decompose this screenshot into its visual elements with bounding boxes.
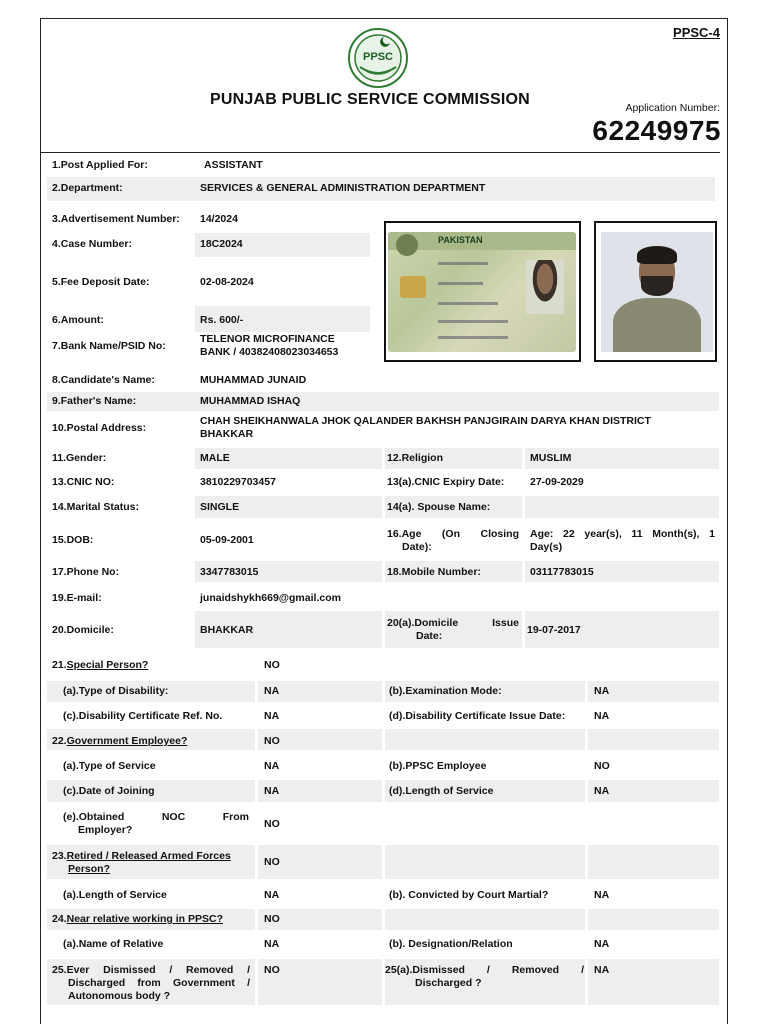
- exam-mode-label: (b).Examination Mode:: [389, 685, 502, 697]
- amount-label: 6.Amount:: [52, 314, 104, 326]
- ppsc-logo: [346, 27, 410, 89]
- service-length-label: (d).Length of Service: [389, 785, 494, 797]
- gender-value: MALE: [200, 452, 230, 464]
- service-type-label: (a).Type of Service: [63, 760, 156, 772]
- mobile-value: 03117783015: [530, 566, 594, 578]
- domicile-value: BHAKKAR: [200, 624, 254, 636]
- disability-cert-label: (c).Disability Certificate Ref. No.: [63, 710, 223, 722]
- relative-name-label: (a).Name of Relative: [63, 938, 164, 950]
- domicile-issue-label-line1: 20(a).Domicile Issue: [387, 617, 519, 629]
- domicile-label: 20.Domicile:: [52, 624, 114, 636]
- relative-name-value: NA: [264, 938, 280, 950]
- armed-forces-heading-line1: 23.Retired / Released Armed Forces: [52, 850, 231, 862]
- service-type-value: NA: [264, 760, 280, 772]
- service-length-value: NA: [594, 785, 610, 797]
- post-label: 1.Post Applied For:: [52, 159, 148, 171]
- mobile-label: 18.Mobile Number:: [387, 566, 481, 578]
- cnic-label: 13.CNIC NO:: [52, 476, 115, 488]
- special-person-heading: 21.Special Person?: [52, 659, 149, 671]
- dismissed-a-label-line1: 25(a).Dismissed / Removed /: [385, 964, 584, 976]
- age-value-line2: Day(s): [530, 541, 563, 553]
- joining-date-label: (c).Date of Joining: [63, 785, 155, 797]
- advertisement-label: 3.Advertisement Number:: [52, 213, 180, 225]
- amount-value: Rs. 600/-: [200, 314, 244, 326]
- cnic-value: 3810229703457: [200, 476, 276, 488]
- dismissed-a-label-line2: Discharged ?: [415, 977, 482, 989]
- gender-label: 11.Gender:: [52, 452, 107, 464]
- candidate-name-value: MUHAMMAD JUNAID: [200, 374, 307, 386]
- joining-date-value: NA: [264, 785, 280, 797]
- cnic-expiry-value: 27-09-2029: [530, 476, 584, 488]
- row-band: [195, 448, 719, 469]
- dismissed-label-line1: 25.Ever Dismissed / Removed /: [52, 964, 250, 976]
- court-martial-value: NA: [594, 889, 610, 901]
- disability-cert-value: NA: [264, 710, 280, 722]
- column-gap: [382, 681, 385, 1005]
- noc-value: NO: [264, 818, 280, 830]
- armed-service-length-value: NA: [264, 889, 280, 901]
- bank-value-line1: TELENOR MICROFINANCE: [200, 333, 335, 345]
- religion-value: MUSLIM: [530, 452, 572, 464]
- father-name-label: 9.Father's Name:: [52, 395, 137, 407]
- relative-heading: 24.Near relative working in PPSC?: [52, 913, 223, 925]
- department-value: SERVICES & GENERAL ADMINISTRATION DEPARTMENT: [200, 182, 486, 194]
- cnic-expiry-label: 13(a).CNIC Expiry Date:: [387, 476, 505, 488]
- domicile-issue-label-line2: Date:: [416, 630, 443, 642]
- candidate-photo: [601, 232, 713, 352]
- bank-value-line2: BANK / 40382408023034653: [200, 346, 339, 358]
- dismissed-label-line2: Discharged from Government /: [68, 977, 250, 989]
- application-number-label: Application Number:: [625, 102, 720, 114]
- dob-label: 15.DOB:: [52, 534, 94, 546]
- religion-label: 12.Religion: [387, 452, 444, 464]
- special-person-value: NO: [264, 659, 280, 671]
- row-band: [47, 392, 719, 411]
- header-divider: [40, 152, 720, 153]
- column-gap: [522, 448, 525, 648]
- department-label: 2.Department:: [52, 182, 123, 194]
- dob-value: 05-09-2001: [200, 534, 254, 546]
- government-employee-value: NO: [264, 735, 280, 747]
- relative-value: NO: [264, 913, 280, 925]
- armed-service-length-label: (a).Length of Service: [63, 889, 167, 901]
- column-gap: [585, 681, 588, 1005]
- age-label-line1: 16.Age (On Closing: [387, 528, 519, 540]
- column-gap: [382, 448, 385, 648]
- email-label: 19.E-mail:: [52, 592, 102, 604]
- marital-status-label: 14.Marital Status:: [52, 501, 139, 513]
- age-label-line2: Date):: [402, 541, 432, 553]
- ppsc-employee-label: (b).PPSC Employee: [389, 760, 487, 772]
- government-employee-heading: 22.Government Employee?: [52, 735, 188, 747]
- application-number: 62249975: [592, 115, 721, 146]
- age-value-line1: Age: 22 year(s), 11 Month(s), 1: [530, 528, 715, 540]
- spouse-name-label: 14(a). Spouse Name:: [387, 501, 491, 513]
- org-title: PUNJAB PUBLIC SERVICE COMMISSION: [210, 91, 530, 108]
- postal-address-line2: BHAKKAR: [200, 428, 254, 440]
- disability-cert-date-value: NA: [594, 710, 610, 722]
- exam-mode-value: NA: [594, 685, 610, 697]
- svg-text:PPSC: PPSC: [363, 51, 393, 63]
- fee-date-label: 5.Fee Deposit Date:: [52, 276, 150, 288]
- phone-value: 3347783015: [200, 566, 259, 578]
- dismissed-label-line3: Autonomous body ?: [68, 990, 171, 1002]
- cnic-card-image: PAKISTAN: [388, 232, 576, 352]
- relative-designation-value: NA: [594, 938, 610, 950]
- disability-type-label: (a).Type of Disability:: [63, 685, 169, 697]
- marital-status-value: SINGLE: [200, 501, 240, 513]
- form-code: PPSC-4: [673, 25, 720, 40]
- disability-type-value: NA: [264, 685, 280, 697]
- candidate-name-label: 8.Candidate's Name:: [52, 374, 155, 386]
- ppsc-employee-value: NO: [594, 760, 610, 772]
- postal-address-label: 10.Postal Address:: [52, 422, 147, 434]
- phone-label: 17.Phone No:: [52, 566, 120, 578]
- postal-address-line1: CHAH SHEIKHANWALA JHOK QALANDER BAKHSH PANJGIRAIN DARYA KHAN DISTRICT: [200, 415, 651, 427]
- armed-forces-value: NO: [264, 856, 280, 868]
- domicile-issue-value: 19-07-2017: [527, 624, 581, 636]
- noc-label-line1: (e).Obtained NOC From: [63, 811, 249, 823]
- court-martial-label: (b). Convicted by Court Martial?: [389, 889, 549, 901]
- noc-label-line2: Employer?: [78, 824, 133, 836]
- case-number-label: 4.Case Number:: [52, 238, 132, 250]
- email-value: junaidshykh669@gmail.com: [200, 592, 341, 604]
- relative-designation-label: (b). Designation/Relation: [389, 938, 513, 950]
- armed-forces-heading-line2: Person?: [68, 863, 111, 875]
- advertisement-value: 14/2024: [200, 213, 238, 225]
- dismissed-a-value: NA: [594, 964, 610, 976]
- father-name-value: MUHAMMAD ISHAQ: [200, 395, 301, 407]
- disability-cert-date-label: (d).Disability Certificate Issue Date:: [389, 710, 566, 722]
- post-value: ASSISTANT: [204, 159, 263, 171]
- bank-label: 7.Bank Name/PSID No:: [52, 340, 166, 352]
- dismissed-value: NO: [264, 964, 280, 976]
- column-gap: [255, 681, 258, 1005]
- case-number-value: 18C2024: [200, 238, 243, 250]
- fee-date-value: 02-08-2024: [200, 276, 254, 288]
